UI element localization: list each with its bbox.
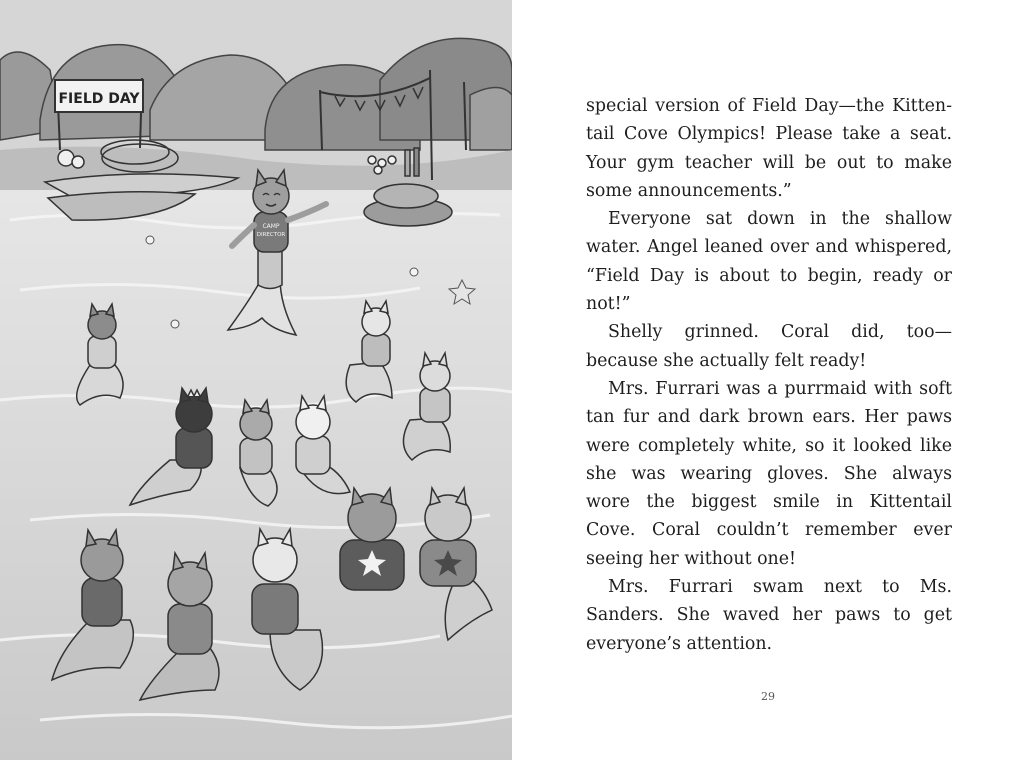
paragraph: Mrs. Furrari was a purrmaid with soft tan fur and dark brown ears. Her paws were completely white, so it looked like she was wearing gloves. She always wore the biggest smile in Kittentail Cove. Coral couldn’t remember ever seeing her without one! (586, 378, 952, 569)
paragraph: Everyone sat down in the shallow water. Angel leaned over and whispered, “Field Day is about to begin, ready or not!” (586, 209, 952, 315)
paragraph: Shelly grinned. Coral did, too—because she actually felt ready! (586, 322, 952, 371)
text-page (512, 0, 1024, 760)
paragraph: special version of Field Day—the Kittentail Cove Olympics! Please take a seat. Your gym teacher will be out to make some announcements.” (586, 96, 952, 201)
shirt-text-line2: DIRECTOR (256, 232, 286, 238)
body-text (586, 92, 952, 658)
sign-text: FIELD DAY (58, 91, 140, 107)
shirt-text-line1: CAMP (262, 223, 280, 230)
page-number: 29 (761, 690, 775, 703)
paragraph: Mrs. Furrari swam next to Ms. Sanders. She waved her paws to get everyone’s attention. (586, 577, 952, 654)
